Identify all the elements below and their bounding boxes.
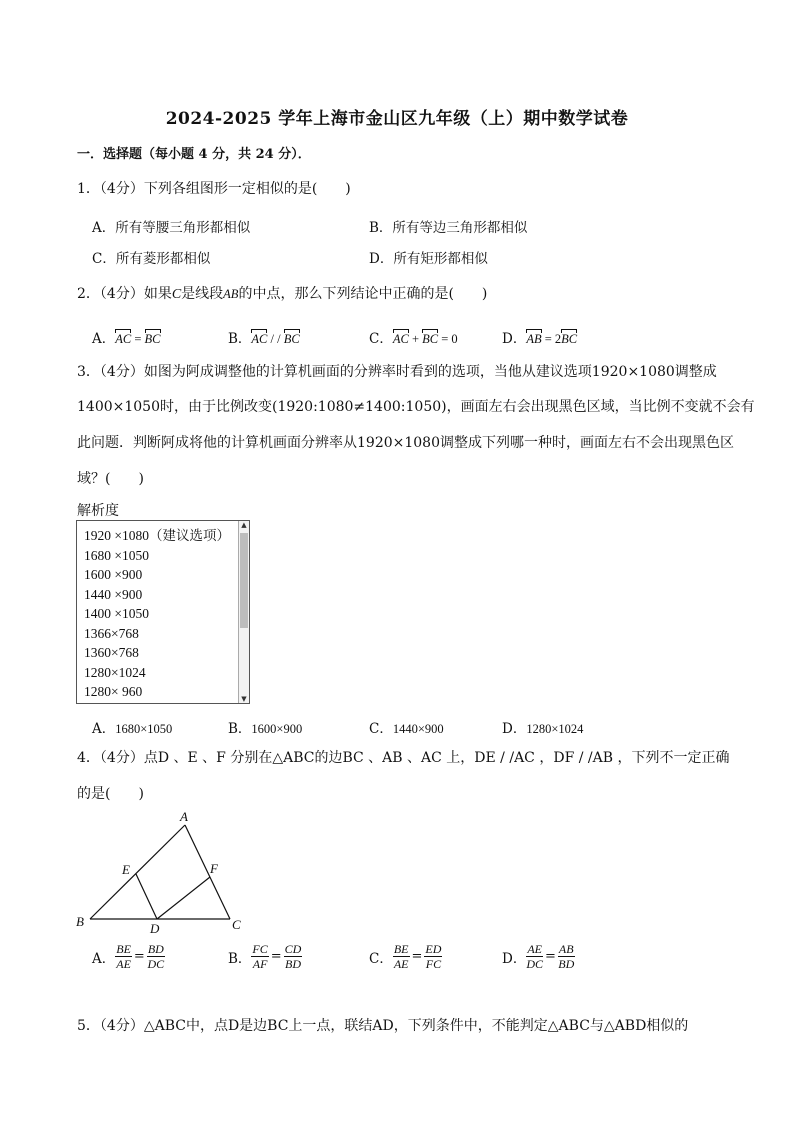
segment-ab: [90, 825, 185, 919]
section-heading: 一．选择题（每小题 4 分，共 24 分）．: [77, 147, 311, 162]
q1-option-d: D．所有矩形都相似: [369, 251, 488, 267]
resolution-option[interactable]: 1360×768: [84, 645, 139, 660]
resolution-options: [84, 526, 230, 702]
label-d: D: [150, 921, 160, 936]
q4-option-c: C． $\frac{BE}{AE}$ = $\frac{ED}{FC}$: [369, 942, 442, 971]
q1-option-b: B．所有等边三角形都相似: [369, 220, 528, 236]
q3-option-c: C．1440×900: [369, 721, 444, 737]
q4-option-d: D． $\frac{AE}{DC}$ = $\frac{AB}{BD}$: [502, 942, 575, 971]
segment-df: [157, 877, 210, 919]
listbox-scrollbar[interactable]: [238, 521, 249, 703]
segment-ac: [185, 825, 230, 919]
scroll-down-arrow-icon[interactable]: ▼: [241, 695, 247, 703]
triangle-figure: [72, 808, 252, 938]
resolution-option[interactable]: 1280× 960: [84, 684, 143, 699]
q3-line-3: 此问题．判断阿成将他的计算机画面分辨率从1920×1080调整成下列哪一种时，画面左右不会出现黑色区: [77, 435, 734, 451]
q2-option-c: C．AC + BC = 0: [369, 331, 458, 347]
q1-option-a: A．所有等腰三角形都相似: [92, 220, 251, 236]
segment-de: [136, 874, 157, 919]
resolution-option[interactable]: 1366×768: [84, 625, 139, 641]
q3-option-a: A．1680×1050: [92, 721, 173, 737]
q2-option-d: D．AB = 2BC: [502, 331, 578, 347]
q4-line-1: 4．（4分）点D 、E 、F 分别在△ABC的边BC 、AB 、AC 上，DE / /AC ，DF / /AB ，下列不一定正确: [77, 750, 730, 766]
q1-stem: 1．（4分）下列各组图形一定相似的是( ): [77, 181, 351, 197]
q5-line-1: 5．（4分）△ABC中，点D是边BC上一点，联结AD，下列条件中，不能判定△ABC与△ABD相似的: [77, 1018, 689, 1034]
label-c: C: [232, 917, 241, 932]
q2-stem: 2．（4分）如果C是线段AB的中点，那么下列结论中正确的是( ): [77, 286, 488, 302]
resolution-option[interactable]: 1920 ×1080（建议选项）: [84, 528, 230, 543]
label-e: E: [122, 862, 130, 877]
q4-option-b: B． $\frac{FC}{AF}$ = $\frac{CD}{BD}$: [228, 942, 302, 971]
resolution-option[interactable]: 1400 ×1050: [84, 606, 149, 621]
q2-option-a: A．AC = BC: [92, 331, 161, 347]
q3-line-2: 1400×1050时，由于比例改变(1920:1080≠1400:1050)，画面左右会出现黑色区域，当比例不变就不会有: [77, 399, 755, 415]
q4-line-2: 的是( ): [77, 786, 144, 802]
scroll-up-arrow-icon[interactable]: ▲: [241, 521, 247, 529]
q4-option-a: A． $\frac{BE}{AE}$ = $\frac{BD}{DC}$: [92, 942, 165, 971]
page-title: 2024-2025 学年上海市金山区九年级（上）期中数学试卷: [165, 109, 629, 129]
resolution-option[interactable]: 1600 ×900: [84, 567, 143, 582]
resolution-option[interactable]: 1440 ×900: [84, 586, 143, 602]
q1-option-c: C．所有菱形都相似: [92, 251, 211, 267]
label-f: F: [210, 861, 218, 876]
q3-line-4: 域？( ): [77, 471, 144, 487]
q3-line-1: 3．（4分）如图为阿成调整他的计算机画面的分辨率时看到的选项，当他从建议选项1920×1080调整成: [77, 364, 717, 380]
q3-option-b: B．1600×900: [228, 721, 303, 737]
resolution-label: 解析度: [77, 503, 119, 519]
label-a: A: [180, 809, 188, 824]
resolution-listbox[interactable]: [76, 520, 250, 704]
resolution-option[interactable]: 1280×1024: [84, 664, 146, 680]
scrollbar-thumb[interactable]: [240, 533, 248, 628]
figure-lines: [90, 825, 230, 919]
resolution-option[interactable]: 1680 ×1050: [84, 547, 149, 563]
q3-option-d: D．1280×1024: [502, 721, 584, 737]
q2-option-b: B．AC / / BC: [228, 331, 300, 347]
label-b: B: [76, 914, 84, 929]
